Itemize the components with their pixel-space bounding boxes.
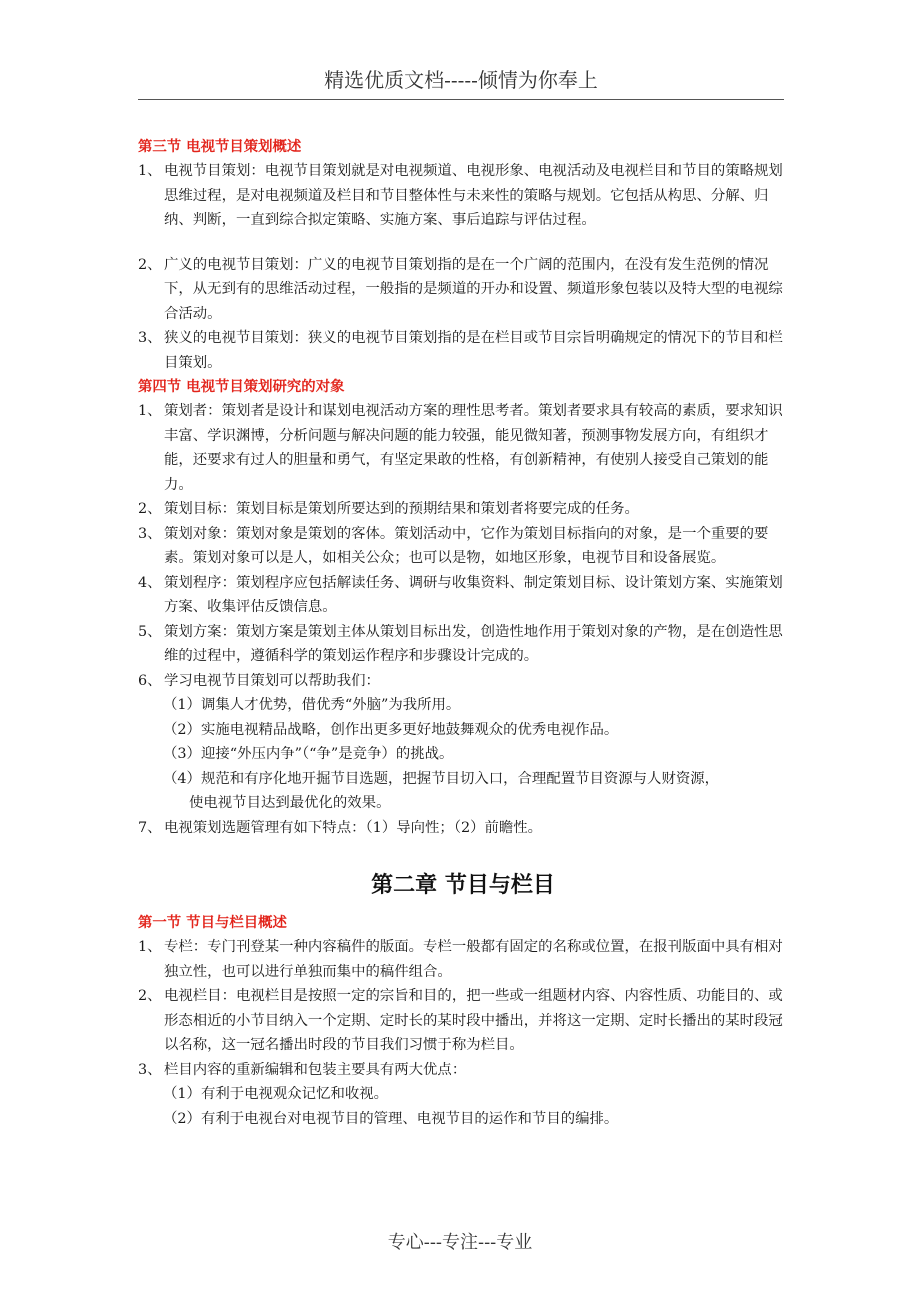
sub-text-continuation: 使电视节目达到最优化的效果。 xyxy=(189,795,391,811)
list-item xyxy=(138,399,788,497)
item-text: 栏目内容的重新编辑和包装主要具有两大优点： xyxy=(164,1061,467,1078)
chapter-title: 第二章 节目与栏目 xyxy=(371,872,555,898)
item-text: 电视节目策划：电视节目策划就是对电视频道、电视形象、电视活动及电视栏目和节目的策略规划思维过程，是对电视频道及栏目和节目整体性与未来性的策略与规划。它包括从构思、分解、归纳、判断，一直到综合拟定策略、实施方案、事后追踪与评估过程。 xyxy=(164,163,783,228)
sub-text: 实施电视精品战略，创作出更多更好地鼓舞观众的优秀电视作品。 xyxy=(200,721,619,738)
item-text: 专栏：专门刊登某一种内容稿件的版面。专栏一般都有固定的名称或位置，在报刊版面中具有相对独立性，也可以进行单独而集中的稿件组合。 xyxy=(164,939,783,980)
item-text: 狭义的电视节目策划：狭义的电视节目策划指的是在栏目或节目宗旨明确规定的情况下的节目和栏目策划。 xyxy=(164,330,783,371)
item-text: 电视栏目：电视栏目是按照一定的宗旨和目的，把一些或一组题材内容、内容性质、功能目的、或形态相近的小节目纳入一个定期、定时长的某时段中播出，并将这一定期、定时长播出的某时段冠以名称，这一冠名播出时段的节目我们习惯于称为栏目。 xyxy=(164,988,783,1053)
sub-text: 调集人才优势，借优秀“外脑”为我所用。 xyxy=(200,697,461,713)
item-text: 电视策划选题管理有如下特点：（1）导向性；（2）前瞻性。 xyxy=(164,819,543,836)
item-number: 2、 xyxy=(138,988,162,1004)
list-item xyxy=(138,326,788,375)
list-item xyxy=(138,935,788,984)
page-footer xyxy=(0,1228,920,1254)
sub-text: 有利于电视观众记忆和收视。 xyxy=(200,1086,389,1102)
item-number: 1、 xyxy=(138,939,162,955)
item-number: 3、 xyxy=(138,330,162,346)
section-title: 第一节 节目与栏目概述 xyxy=(138,914,287,931)
list-item xyxy=(138,816,788,841)
item-text: 策划程序：策划程序应包括解读任务、调研与收集资料、制定策划目标、设计策划方案、实施策划方案、收集评估反馈信息。 xyxy=(164,574,783,615)
item-text: 学习电视节目策划可以帮助我们： xyxy=(164,672,380,689)
sub-item xyxy=(138,693,788,718)
item-number: 7、 xyxy=(138,819,162,836)
sub-item xyxy=(138,1082,788,1107)
section-title: 第三节 电视节目策划概述 xyxy=(138,138,302,155)
sub-item xyxy=(138,1107,788,1132)
item-text: 广义的电视节目策划：广义的电视节目策划指的是在一个广阔的范围内，在没有发生范例的情况下，从无到有的思维活动过程，一般指的是频道的开办和设置、频道形象包装以及特大型的电视综合活动。 xyxy=(164,256,783,322)
list-item xyxy=(138,522,788,571)
item-text: 策划目标：策划目标是策划所要达到的预期结果和策划者将要完成的任务。 xyxy=(164,501,639,517)
item-number: 6、 xyxy=(138,672,162,689)
page-header xyxy=(138,64,784,100)
section-title: 第四节 电视节目策划研究的对象 xyxy=(138,378,345,395)
sub-item xyxy=(138,767,788,816)
item-text: 策划方案：策划方案是策划主体从策划目标出发，创造性地作用于策划对象的产物，是在创造性思维的过程中，遵循科学的策划运作程序和步骤设计完成的。 xyxy=(164,623,783,664)
list-item xyxy=(138,1058,788,1083)
sub-number: （4） xyxy=(163,770,201,787)
sub-item xyxy=(138,742,788,767)
list-item xyxy=(138,669,788,694)
sub-number: （3） xyxy=(163,746,201,762)
sub-number: （1） xyxy=(163,697,201,713)
sub-number: （2） xyxy=(163,1110,201,1127)
document-body xyxy=(138,135,788,1131)
sub-item xyxy=(138,718,788,743)
list-item xyxy=(138,253,788,327)
item-number: 3、 xyxy=(138,1061,162,1078)
sub-number: （1） xyxy=(163,1086,201,1102)
list-item xyxy=(138,620,788,669)
header-title: 精选优质文档-----倾情为你奉上 xyxy=(324,68,598,92)
sub-text: 规范和有序化地开掘节目选题，把握节目切入口，合理配置节目资源与人财资源， xyxy=(200,770,720,787)
sub-number: （2） xyxy=(163,721,201,738)
item-number: 1、 xyxy=(138,403,162,419)
sub-text: 迎接“外压内争”（“争”是竞争）的挑战。 xyxy=(200,746,454,762)
item-number: 1、 xyxy=(138,163,162,179)
item-text: 策划者：策划者是设计和谋划电视活动方案的理性思考者。策划者要求具有较高的素质，要求知识丰富、学识渊博，分析问题与解决问题的能力较强，能见微知著，预测事物发展方向，有组织才能，还要求有过人的胆量和勇气，有坚定果敢的性格，有创新精神，有使别人接受自己策划的能力。 xyxy=(164,403,783,493)
list-item xyxy=(138,984,788,1058)
list-item xyxy=(138,571,788,620)
item-number: 2、 xyxy=(138,256,162,273)
list-item xyxy=(138,159,788,233)
item-number: 5、 xyxy=(138,623,162,640)
item-number: 3、 xyxy=(138,525,162,542)
sub-text: 有利于电视台对电视节目的管理、电视节目的运作和节目的编排。 xyxy=(200,1110,619,1127)
list-item xyxy=(138,497,788,522)
item-text: 策划对象：策划对象是策划的客体。策划活动中，它作为策划目标指向的对象，是一个重要的要素。策划对象可以是人，如相关公众；也可以是物，如地区形象，电视节目和设备展览。 xyxy=(164,525,769,566)
item-number: 4、 xyxy=(138,574,162,591)
footer-text: 专心---专注---专业 xyxy=(387,1232,533,1253)
item-number: 2、 xyxy=(138,501,162,517)
